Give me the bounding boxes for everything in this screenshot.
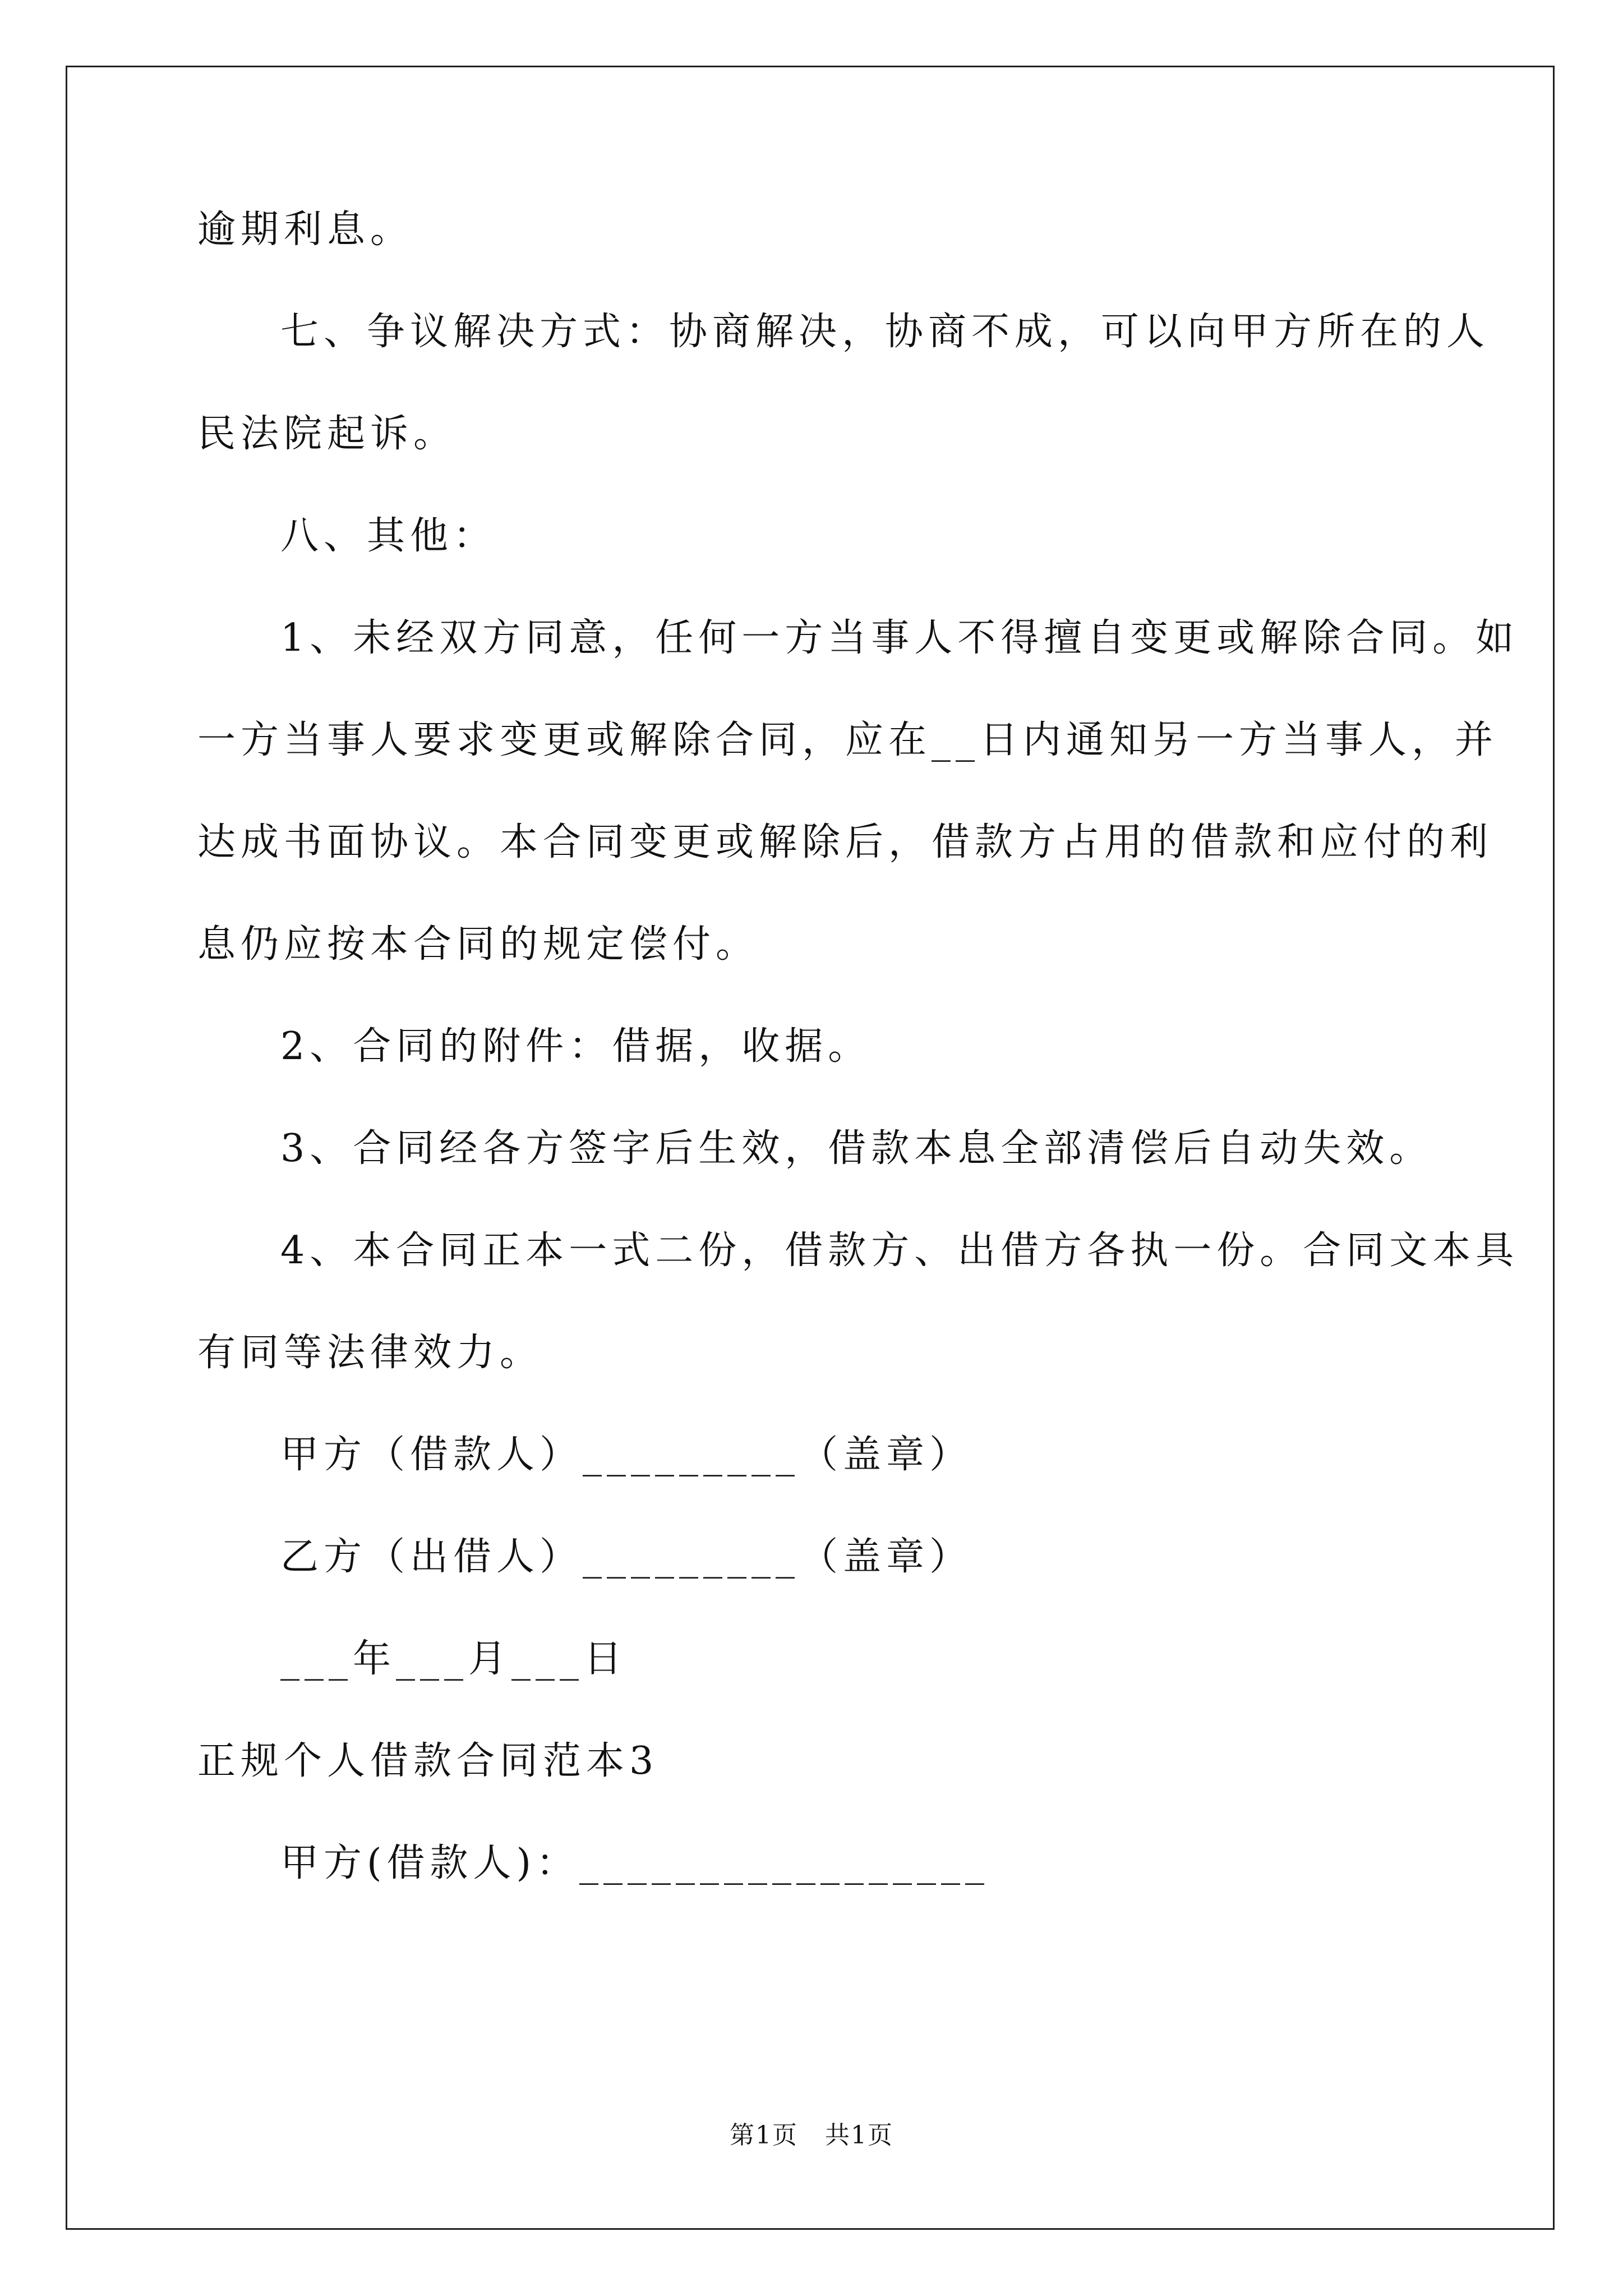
text-line: 有同等法律效力。 bbox=[197, 1331, 543, 1375]
contract-title: 正规个人借款合同范本3 bbox=[197, 1739, 659, 1783]
text-line: 2、合同的附件：借据，收据。 bbox=[280, 1024, 872, 1069]
party-a-field: 甲方(借款人)：_________________ bbox=[280, 1841, 990, 1885]
text-line: 息仍应按本合同的规定偿付。 bbox=[197, 922, 759, 967]
text-line: 民法院起诉。 bbox=[197, 412, 457, 456]
date-line: ___年___月___日 bbox=[280, 1637, 628, 1681]
text-line: 4、本合同正本一式二份，借款方、出借方各执一份。合同文本具 bbox=[280, 1228, 1519, 1273]
document-body bbox=[197, 208, 1519, 1943]
text-line: 一方当事人要求变更或解除合同，应在__日内通知另一方当事人，并 bbox=[197, 718, 1498, 762]
text-line: 达成书面协议。本合同变更或解除后，借款方占用的借款和应付的利 bbox=[197, 820, 1493, 864]
text-line: 3、合同经各方签字后生效，借款本息全部清偿后自动失效。 bbox=[280, 1126, 1433, 1171]
signature-line-party-b: 乙方（出借人）_________（盖章） bbox=[280, 1535, 973, 1579]
signature-line-party-a: 甲方（借款人）_________（盖章） bbox=[280, 1433, 973, 1477]
text-line: 逾期利息。 bbox=[197, 208, 414, 252]
page-footer: 第1页 共1页 bbox=[730, 2121, 893, 2150]
section-heading: 八、其他： bbox=[280, 514, 497, 558]
text-line: 1、未经双方同意，任何一方当事人不得擅自变更或解除合同。如 bbox=[280, 616, 1519, 660]
text-line: 七、争议解决方式：协商解决，协商不成，可以向甲方所在的人 bbox=[280, 310, 1490, 354]
